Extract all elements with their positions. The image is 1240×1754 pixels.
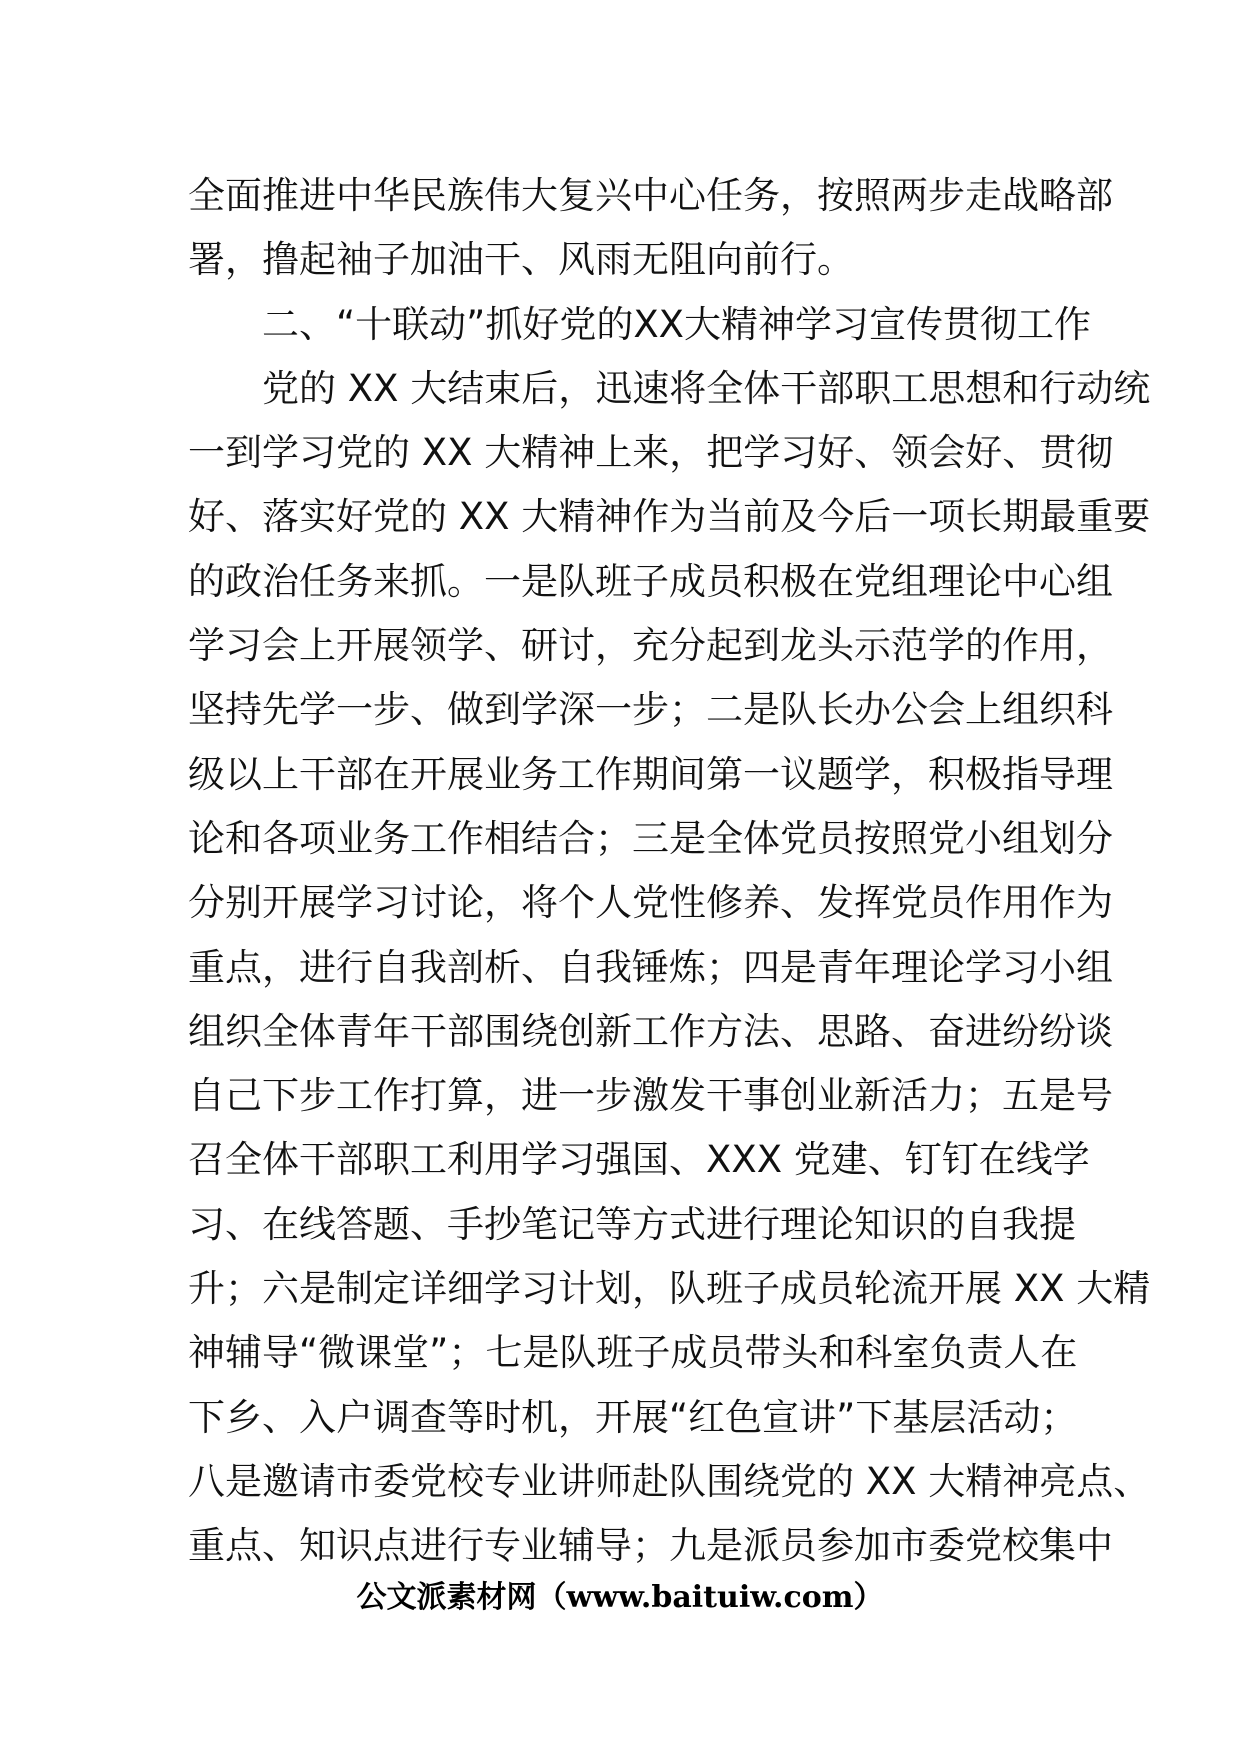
section-heading: 二、“十联动”抓好党的XX大精神学习宣传贯彻工作 xyxy=(262,302,1092,346)
text-line: 全面推进中华民族伟大复兴中心任务，按照两步走战略部 xyxy=(188,174,1113,217)
text-line: 重点、知识点进行专业辅导；九是派员参加市委党校集中 xyxy=(188,1524,1113,1568)
text-line: 召全体干部职工利用学习强国、XXX 党建、钉钉在线学 xyxy=(188,1138,1090,1182)
text-line: 好、落实好党的 XX 大精神作为当前及今后一项长期最重要 xyxy=(188,495,1151,539)
text-line: 学习会上开展领学、研讨，充分起到龙头示范学的作用， xyxy=(188,624,1113,668)
text-line: 下乡、入户调查等时机，开展“红色宣讲”下基层活动； xyxy=(188,1395,1078,1439)
text-line: 一到学习党的 XX 大精神上来，把学习好、领会好、贯彻 xyxy=(188,431,1114,475)
text-line: 分别开展学习讨论，将个人党性修养、发挥党员作用作为 xyxy=(188,881,1113,925)
text-line: 八是邀请市委党校专业讲师赴队围绕党的 XX 大精神亮点、 xyxy=(188,1459,1151,1503)
text-line: 组织全体青年干部围绕创新工作方法、思路、奋进纷纷谈 xyxy=(188,1009,1113,1053)
text-line: 自己下步工作打算，进一步激发干事创业新活力；五是号 xyxy=(188,1074,1113,1118)
body-text xyxy=(188,164,1151,1579)
text-line: 论和各项业务工作相结合；三是全体党员按照党小组划分 xyxy=(188,816,1113,860)
text-line: 升；六是制定详细学习计划，队班子成员轮流开展 XX 大精 xyxy=(188,1267,1151,1311)
text-line: 习、在线答题、手抄笔记等方式进行理论知识的自我提 xyxy=(188,1202,1076,1246)
text-line: 的政治任务来抓。一是队班子成员积极在党组理论中心组 xyxy=(188,559,1113,603)
text-line: 重点，进行自我剖析、自我锤炼；四是青年理论学习小组 xyxy=(188,945,1113,989)
text-line: 署，撸起袖子加油干、风雨无阻向前行。 xyxy=(188,238,854,282)
footer-watermark: 公文派素材网（www.baituiw.com） xyxy=(356,1580,884,1615)
text-line: 党的 XX 大结束后，迅速将全体干部职工思想和行动统 xyxy=(262,366,1151,410)
text-line: 级以上干部在开展业务工作期间第一议题学，积极指导理 xyxy=(188,752,1113,796)
text-line: 坚持先学一步、做到学深一步；二是队长办公会上组织科 xyxy=(188,688,1113,732)
text-line: 神辅导“微课堂”；七是队班子成员带头和科室负责人在 xyxy=(188,1331,1078,1375)
